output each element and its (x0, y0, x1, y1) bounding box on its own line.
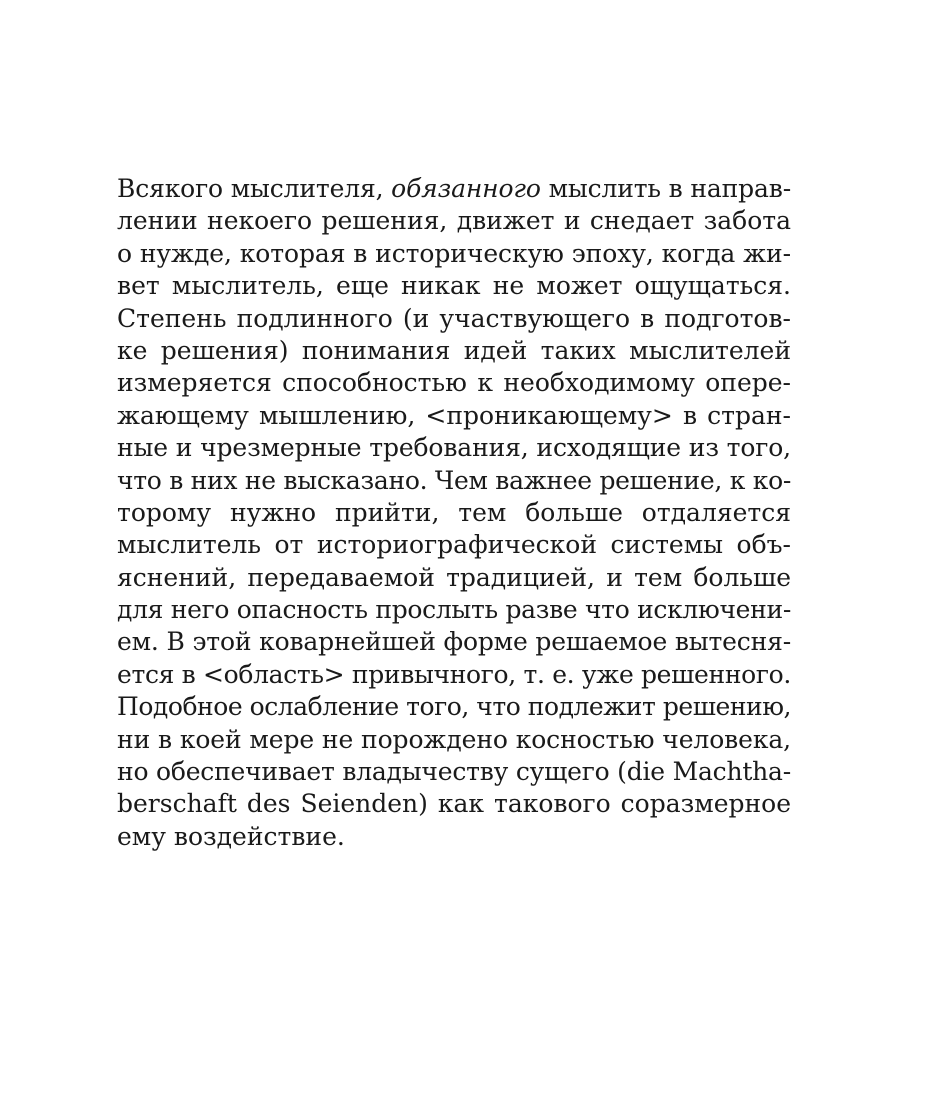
text-line (117, 691, 791, 723)
text-line (117, 270, 791, 302)
text-span: жающему мышлению, <проникающему> в стран- (117, 400, 791, 430)
text-span: berschaft des Seienden) как такового соразмерное (117, 789, 791, 819)
text-line (117, 205, 791, 237)
text-span: яснений, передаваемой традицией, и тем больше (117, 562, 791, 592)
text-span: Подобное ослабление того, что подлежит решению, (117, 692, 792, 722)
text-span: Степень подлинного (и участвующего в подготов- (117, 303, 791, 333)
text-span: ем. В этой коварнейшей форме решаемое вытесня- (117, 627, 792, 657)
text-line (117, 303, 791, 335)
text-span: мыслитель от историографической системы объ- (117, 530, 791, 560)
text-span: мыслить в направ- (540, 174, 792, 203)
emphasis-text: обязанного (391, 174, 541, 203)
text-span: ется в <область> привычного, т. е. уже решенного. (117, 659, 791, 689)
text-span: Всякого мыслителя, (117, 174, 392, 203)
text-span: но обеспечивает владычеству сущего (die Machtha- (117, 757, 791, 787)
text-line (117, 626, 791, 658)
text-span: для него опасность прослыть разве что исключени- (117, 595, 791, 625)
text-line (117, 821, 791, 853)
text-line (117, 400, 791, 432)
text-line (117, 367, 791, 399)
text-span: торому нужно прийти, тем больше отдаляется (117, 497, 791, 527)
text-line (117, 562, 791, 594)
text-line (117, 756, 791, 788)
text-line (117, 529, 791, 561)
text-line (117, 238, 791, 270)
text-span: ему воздействие. (117, 821, 345, 851)
text-line (117, 173, 791, 205)
text-span: что в них не высказано. Чем важнее решение, к ко- (117, 465, 791, 495)
text-line (117, 497, 791, 529)
text-span: ни в коей мере не порождено косностью человека, (117, 724, 792, 754)
text-line (117, 659, 791, 691)
text-line (117, 465, 791, 497)
text-span: о нужде, которая в историческую эпоху, когда жи- (117, 238, 791, 268)
text-span: вет мыслитель, еще никак не может ощущаться. (117, 271, 791, 301)
text-span: ке решения) понимания идей таких мыслителей (117, 335, 791, 365)
text-line (117, 335, 791, 367)
body-paragraph (117, 173, 791, 853)
text-span: лении некоего решения, движет и снедает забота (117, 206, 791, 236)
text-span: ные и чрезмерные требования, исходящие из того, (117, 433, 791, 463)
text-line (117, 432, 791, 464)
text-line (117, 594, 791, 626)
text-line (117, 788, 791, 820)
text-line (117, 724, 791, 756)
text-span: измеряется способностью к необходимому опере- (117, 368, 791, 398)
